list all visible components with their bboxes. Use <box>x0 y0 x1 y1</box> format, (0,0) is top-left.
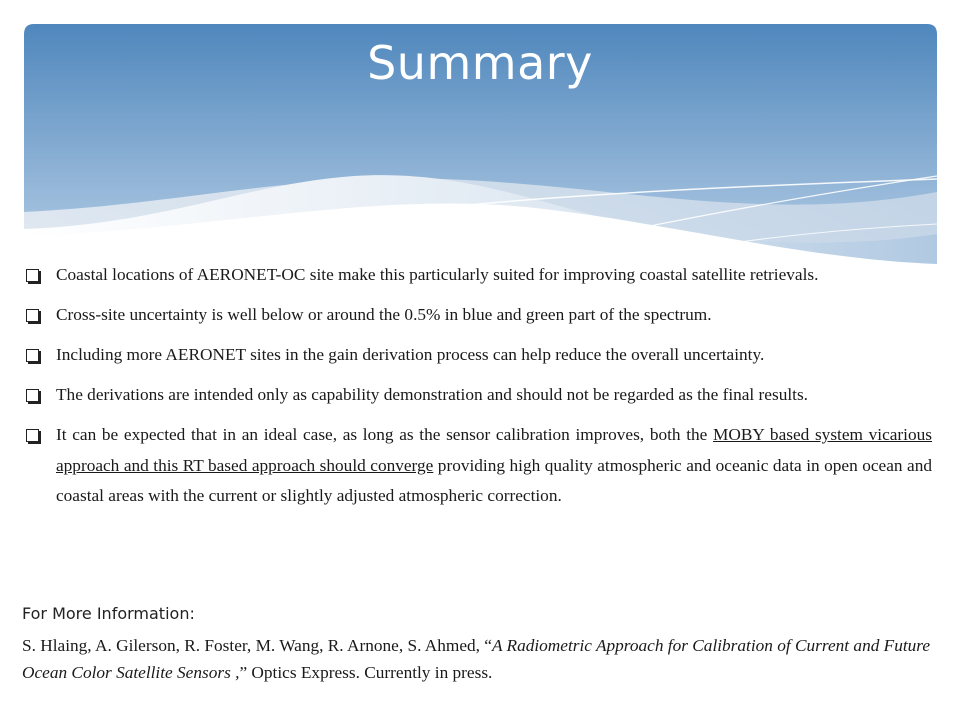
bullet-text: Cross-site uncertainty is well below or around the 0.5% in blue and green part of the spectrum. <box>56 305 712 324</box>
bullet-item <box>24 380 932 409</box>
checkbox-bullet-icon <box>26 309 39 322</box>
checkbox-bullet-icon <box>26 269 39 282</box>
reference-journal: ” Optics Express. Currently in press. <box>239 663 493 682</box>
bullet-item <box>24 260 932 289</box>
reference-authors: S. Hlaing, A. Gilerson, R. Foster, M. Wang, R. Arnone, S. Ahmed, “ <box>22 636 492 655</box>
bullet-text-underlined: MOBY based system vicarious approach and this RT based approach should converge <box>56 425 932 475</box>
summary-bullet-list <box>24 260 932 523</box>
bullet-text-pre: It can be expected that in an ideal case, as long as the sensor calibration improves, both the <box>56 425 714 444</box>
reference-citation <box>22 632 942 686</box>
bullet-text: The derivations are intended only as capability demonstration and should not be regarded as the final results. <box>56 385 808 404</box>
bullet-item <box>24 420 932 512</box>
bullet-text: Including more AERONET sites in the gain derivation process can help reduce the overall uncertainty. <box>56 345 765 364</box>
checkbox-bullet-icon <box>26 389 39 402</box>
reference-title-suffix: , <box>230 663 240 682</box>
bullet-text: Coastal locations of AERONET-OC site make this particularly suited for improving coastal satellite retrievals. <box>56 265 819 284</box>
checkbox-bullet-icon <box>26 349 39 362</box>
bullet-item <box>24 300 932 329</box>
reference-paper-title: A Radiometric Approach for Calibration of Current and Future Ocean Color Satellite Sensors <box>22 636 931 682</box>
slide-title: Summary <box>367 36 593 90</box>
bullet-item <box>24 340 932 369</box>
checkbox-bullet-icon <box>26 429 39 442</box>
bullet-text-post: providing high quality atmospheric and oceanic data in open ocean and coastal areas with the current or slightly adjusted atmospheric correction. <box>56 455 932 505</box>
more-info-heading: For More Information: <box>22 604 195 623</box>
